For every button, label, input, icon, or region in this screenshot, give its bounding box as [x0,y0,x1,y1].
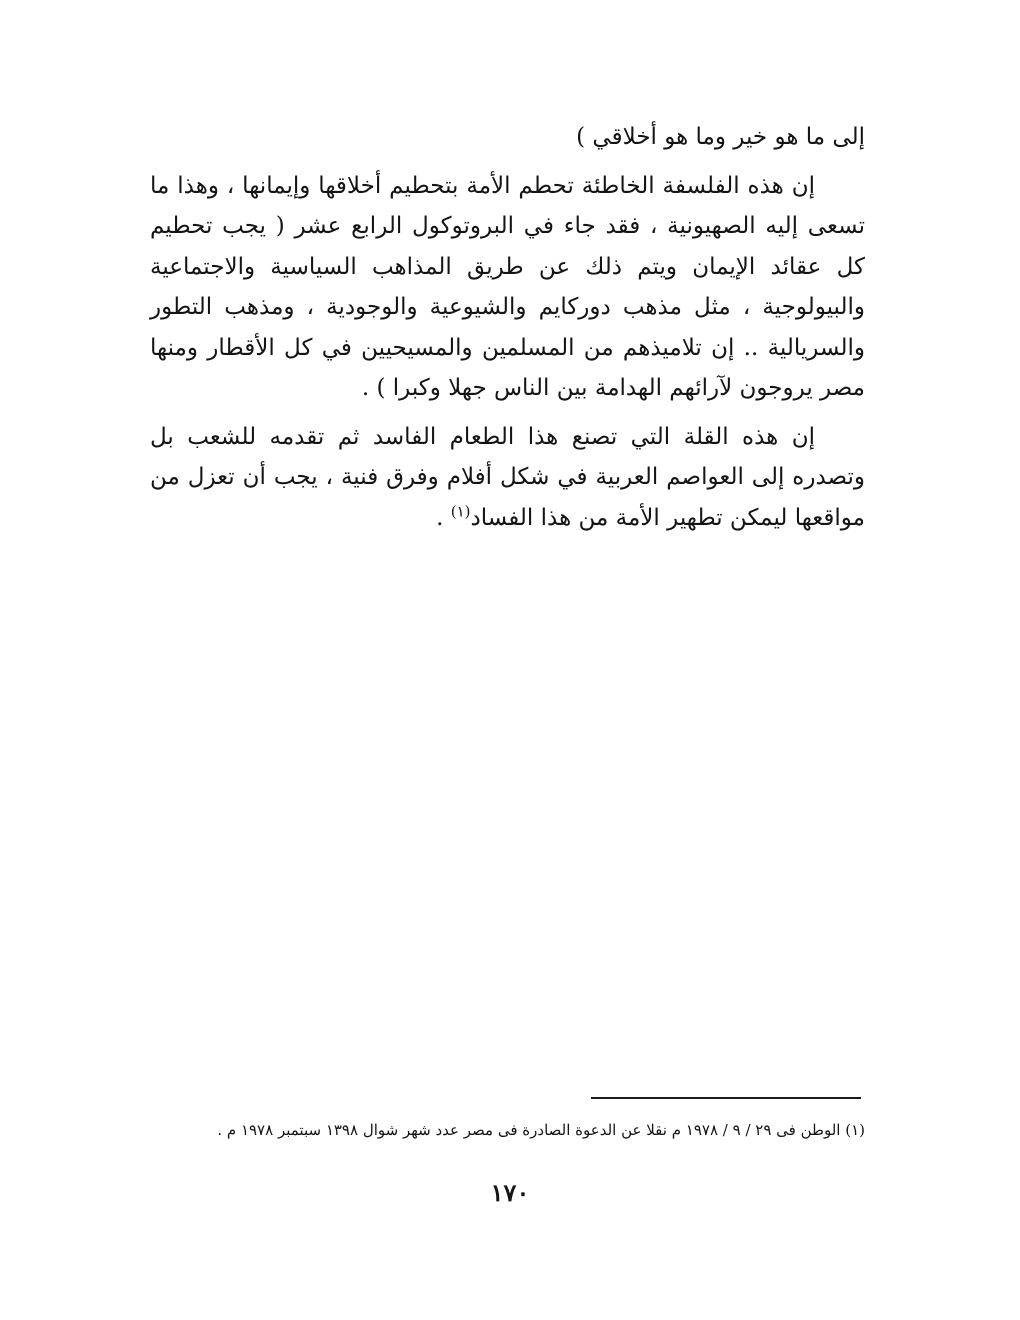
footnote-reference: (١) [450,501,471,520]
footnote-separator [591,1097,861,1099]
paragraph-end-mark: . [436,504,451,531]
paragraph-corruption-text: إن هذه القلة التي تصنع هذا الطعام الفاسد ثم تقدمه للشعب بل وتصدره إلى العواصم العربية في شكل أفلام وفرق فنية ، يجب أن تعزل من مواقعها ليمكن تطهير الأمة من هذا الفساد [150,423,865,531]
main-text [150,117,865,538]
page-number: ١٧٠ [490,1178,530,1207]
footnote-text: (١) الوطن فى ٢٩ / ٩ / ١٩٧٨ م نقلا عن الدعوة الصادرة فى مصر عدد شهر شوال ١٣٩٨ سبتمبر ١٩٧٨ م . [217,1121,865,1139]
paragraph-corruption [150,417,865,539]
paragraph-continuation: إلى ما هو خير وما هو أخلاقي ) [576,124,865,150]
paragraph-philosophy: إن هذه الفلسفة الخاطئة تحطم الأمة بتحطيم أخلاقها وإيمانها ، وهذا ما تسعى إليه الصهيونية ، فقد جاء في البروتوكول الرابع عشر ( يجب تحطيم كل عقائد الإيمان ويتم ذلك عن طريق المذاهب السياسية والاجتماعية والبيولوجية ، مثل مذهب دوركايم والشيوعية والوجودية ، ومذهب التطور والسريالية .. إن تلاميذهم من المسلمين والمسيحيين في كل الأقطار ومنها مصر يروجون لآرائهم الهدامة بين الناس جهلا وكبرا ) . [150,172,865,401]
